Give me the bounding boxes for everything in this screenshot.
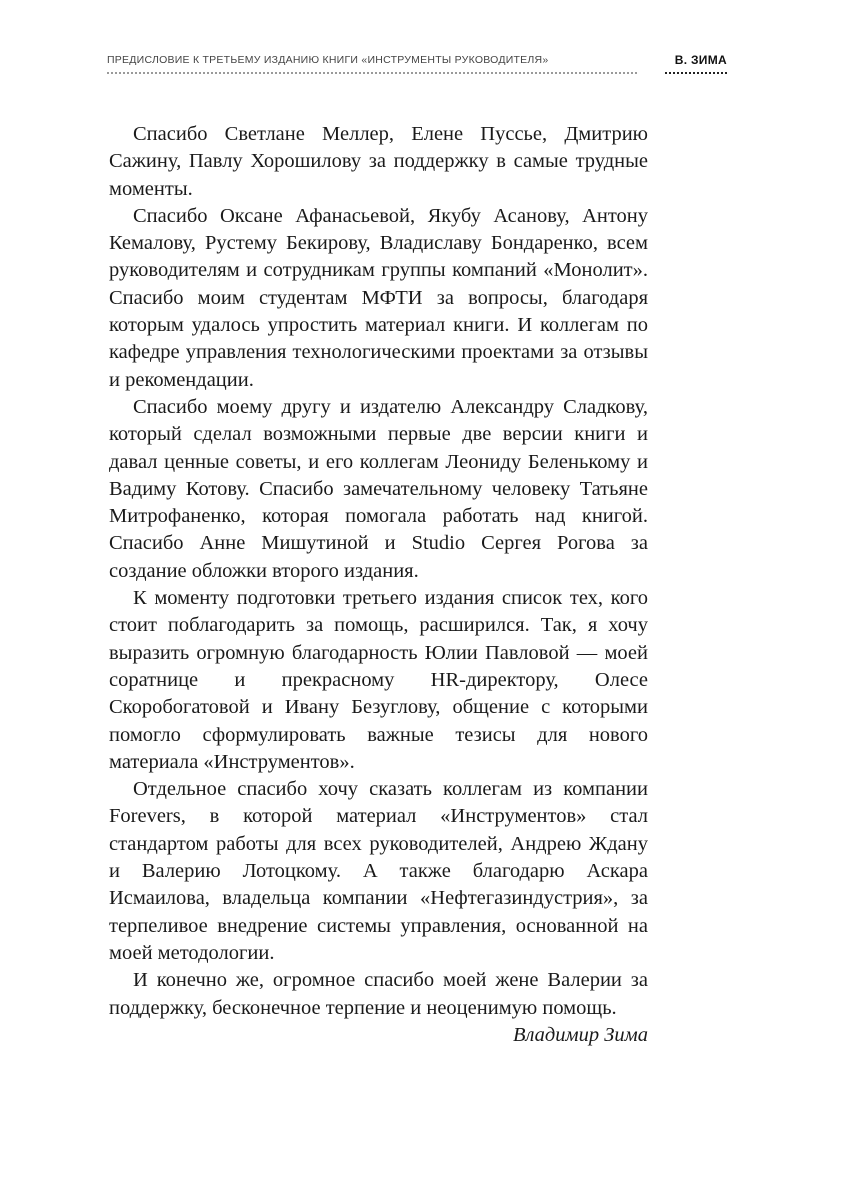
paragraph: И конечно же, огромное спасибо моей жене Валерии за поддержку, бесконечное терпение и неоценимую помощь. — [109, 969, 648, 1019]
running-head — [107, 54, 727, 80]
signature: Владимир Зима — [512, 1023, 648, 1046]
paragraph: Спасибо моему другу и издателю Александру Сладкову, который сделал возможными первые две версии книги и давал ценные советы, и его коллегам Леониду Беленькому и Вадиму Котову. Спасибо замечательному человеку Татьяне Митрофаненко, которая помогала работать над книгой. Спасибо Анне Мишутиной и Studio Сергея Рогова за создание обложки второго издания. — [109, 395, 648, 582]
paragraph: Отдельное спасибо хочу сказать коллегам из компании Forevers, в которой материал «Инструментов» стал стандартом работы для всех руководителей, Андрею Ждану и Валерию Лотоцкому. А также благодарю Аскара Исмаилова, владельца компании «Нефтегазиндустрия», за терпеливое внедрение системы управления, основанной на моей методологии. — [109, 778, 648, 964]
paragraph: Спасибо Светлане Меллер, Елене Пуссье, Дмитрию Сажину, Павлу Хорошилову за поддержку в самые трудные моменты. — [109, 123, 648, 200]
body-text — [109, 121, 648, 1049]
running-title: ПРЕДИСЛОВИЕ К ТРЕТЬЕМУ ИЗДАНИЮ КНИГИ «ИНСТРУМЕНТЫ РУКОВОДИТЕЛЯ» — [107, 54, 637, 74]
paragraph: Спасибо Оксане Афанасьевой, Якубу Асанову, Антону Кемалову, Рустему Бекирову, Владиславу Бондаренко, всем руководителям и сотрудникам группы компаний «Монолит». Спасибо моим студентам МФТИ за вопросы, благодаря которым удалось упростить материал книги. И коллегам по кафедре управления технологическими проектами за отзывы и рекомендации. — [109, 204, 648, 391]
paragraph: К моменту подготовки третьего издания список тех, кого стоит поблагодарить за помощь, расширился. Так, я хочу выразить огромную благодарность Юлии Павловой — моей соратнице и прекрасному HR-директору, Олесе Скоробогатовой и Ивану Безуглову, общение с которыми помогло сформулировать важные тезисы для нового материала «Инструментов». — [109, 587, 648, 773]
author-name: В. ЗИМА — [665, 53, 727, 74]
